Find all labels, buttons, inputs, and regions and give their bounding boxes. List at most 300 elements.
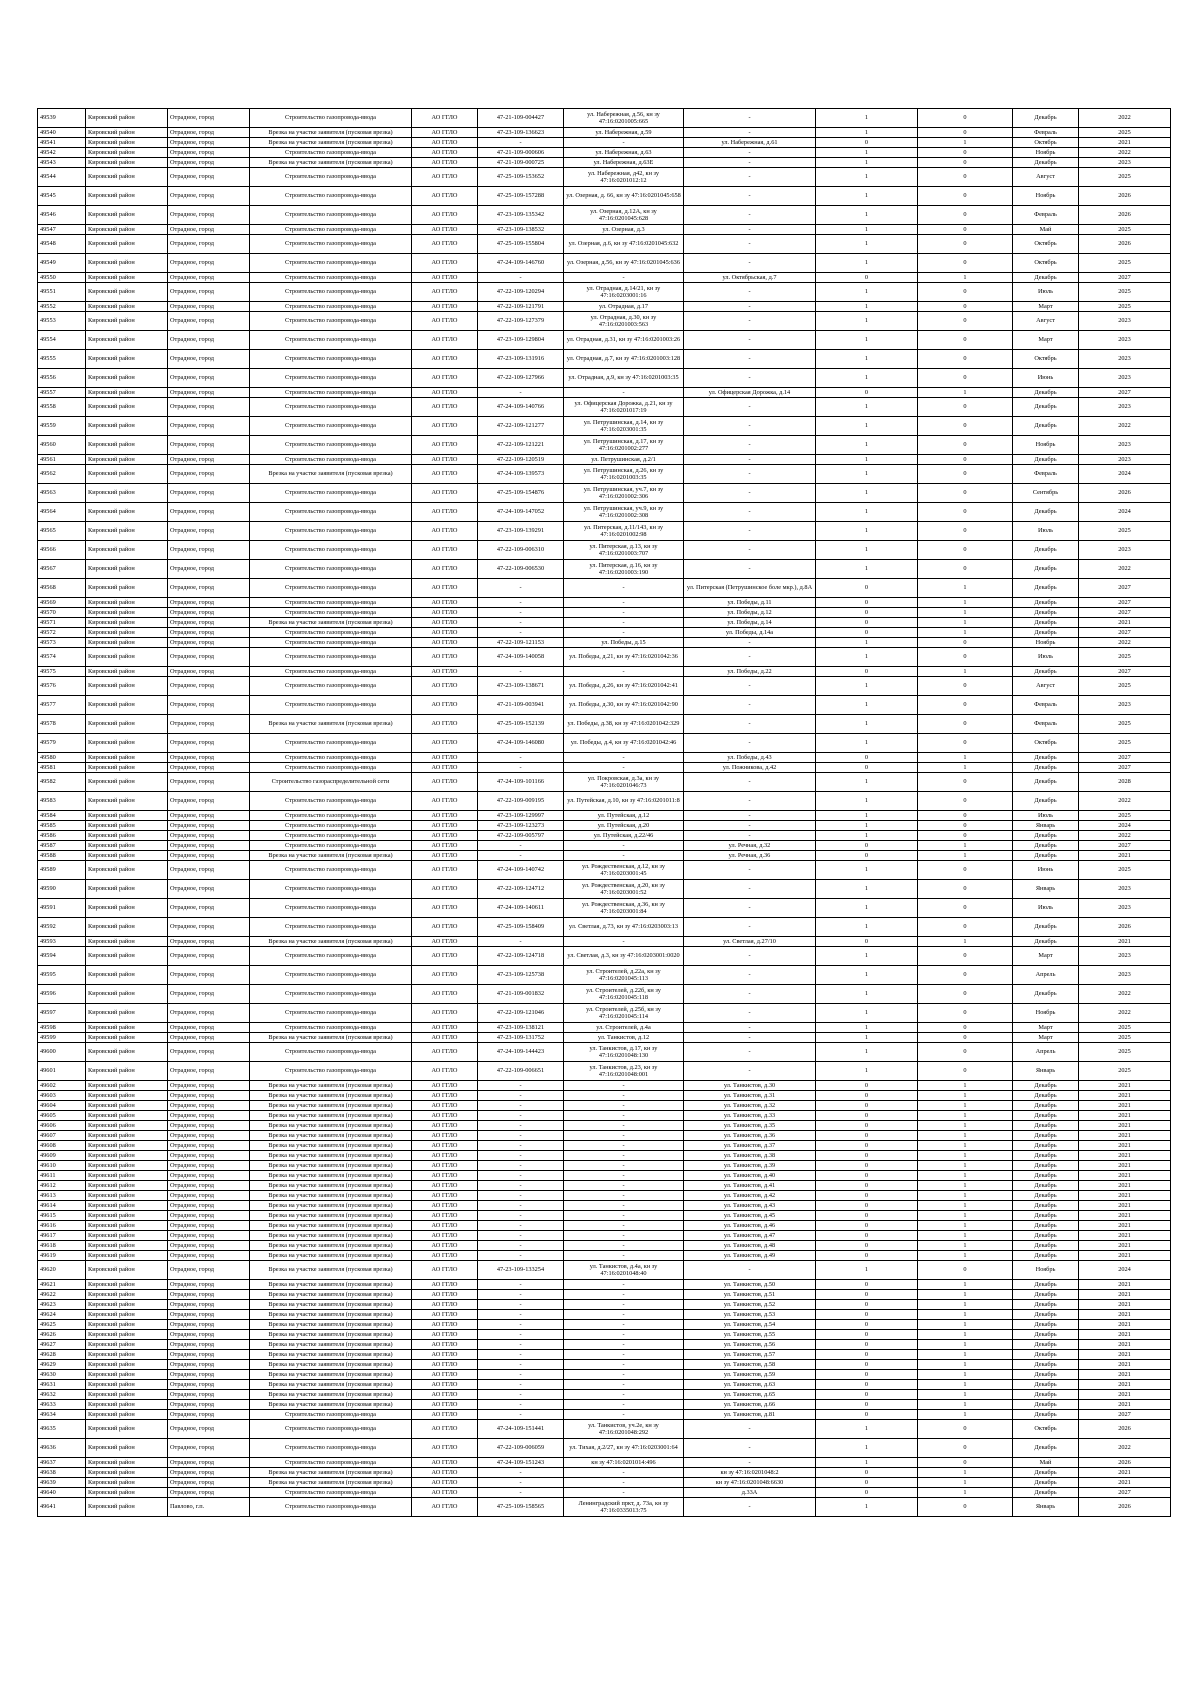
count-plan-cell: 1 [918,753,1013,763]
organization-cell: АО ГГЛО [412,1101,478,1111]
row-number-cell: 49585 [38,821,86,831]
row-number-cell: 49541 [38,138,86,148]
row-number-cell: 49561 [38,455,86,465]
locality-cell: Отрадное, город [168,598,250,608]
organization-cell: АО ГГЛО [412,937,478,947]
locality-cell: Отрадное, город [168,1370,250,1380]
contract-number-cell: - [478,1201,564,1211]
contract-number-cell: 47-23-109-125738 [478,966,564,985]
address-contract-cell: - [564,608,684,618]
row-number-cell: 49569 [38,598,86,608]
count-contract-cell: 1 [816,254,918,273]
month-cell: Февраль [1013,715,1079,734]
address-plan-cell: ул. Танкистов, д.43 [684,1201,816,1211]
year-cell: 2025 [1079,254,1171,273]
contract-number-cell: 47-25-109-157288 [478,187,564,206]
address-plan-cell: - [684,899,816,918]
month-cell: Декабрь [1013,1171,1079,1181]
count-plan-cell: 0 [918,821,1013,831]
district-cell: Кировский район [86,966,168,985]
table-row [38,947,1171,966]
address-plan-cell: - [684,187,816,206]
address-contract-cell: - [564,937,684,947]
month-cell: Декабрь [1013,1241,1079,1251]
year-cell: 2021 [1079,138,1171,148]
count-plan-cell: 0 [918,417,1013,436]
row-number-cell: 49589 [38,861,86,880]
table-row [38,1330,1171,1340]
address-contract-cell: - [564,1171,684,1181]
contract-number-cell: - [478,1141,564,1151]
contract-number-cell: - [478,1390,564,1400]
district-cell: Кировский район [86,1023,168,1033]
address-plan-cell: - [684,465,816,484]
address-plan-cell: - [684,1023,816,1033]
address-plan-cell: - [684,417,816,436]
organization-cell: АО ГГЛО [412,206,478,225]
contract-number-cell: 47-23-109-129997 [478,811,564,821]
contract-number-cell: 47-24-109-151243 [478,1458,564,1468]
count-plan-cell: 0 [918,187,1013,206]
count-contract-cell: 0 [816,579,918,598]
work-type-cell: Строительство газопровода-ввода [250,880,412,899]
work-type-cell: Строительство газопровода-ввода [250,1410,412,1420]
district-cell: Кировский район [86,861,168,880]
locality-cell: Отрадное, город [168,880,250,899]
count-contract-cell: 1 [816,715,918,734]
address-contract-cell: ул. Танкистов, уч.2е, кн зу 47:16:0201048:292 [564,1420,684,1439]
row-number-cell: 49630 [38,1370,86,1380]
month-cell: Декабрь [1013,1380,1079,1390]
count-plan-cell: 0 [918,696,1013,715]
year-cell: 2021 [1079,1300,1171,1310]
count-contract-cell: 1 [816,484,918,503]
work-type-cell: Врезка на участке заявителя (пусковая врезка) [250,1121,412,1131]
address-contract-cell: ул. Строителей, д.4а [564,1023,684,1033]
row-number-cell: 49558 [38,398,86,417]
table-row [38,541,1171,560]
year-cell: 2027 [1079,1488,1171,1498]
table-row [38,1033,1171,1043]
contract-number-cell: 47-24-109-140611 [478,899,564,918]
count-plan-cell: 0 [918,235,1013,254]
work-type-cell: Врезка на участке заявителя (пусковая врезка) [250,1111,412,1121]
count-contract-cell: 1 [816,168,918,187]
district-cell: Кировский район [86,206,168,225]
count-plan-cell: 0 [918,861,1013,880]
address-contract-cell: - [564,1400,684,1410]
count-plan-cell: 0 [918,677,1013,696]
table-row [38,388,1171,398]
year-cell: 2026 [1079,1458,1171,1468]
address-contract-cell: ул. Озерная, д.3 [564,225,684,235]
count-contract-cell: 0 [816,1231,918,1241]
row-number-cell: 49551 [38,283,86,302]
contract-number-cell: - [478,1330,564,1340]
district-cell: Кировский район [86,1400,168,1410]
address-plan-cell: ул. Октябрьская, д.7 [684,273,816,283]
year-cell: 2024 [1079,1261,1171,1280]
address-contract-cell: - [564,1111,684,1121]
address-plan-cell: - [684,677,816,696]
count-contract-cell: 0 [816,1400,918,1410]
work-type-cell: Врезка на участке заявителя (пусковая врезка) [250,1310,412,1320]
year-cell: 2021 [1079,1390,1171,1400]
contract-number-cell: - [478,1171,564,1181]
count-contract-cell: 0 [816,1251,918,1261]
table-row [38,841,1171,851]
month-cell: Март [1013,1033,1079,1043]
row-number-cell: 49631 [38,1380,86,1390]
table-row [38,1300,1171,1310]
address-plan-cell: ул. Танкистов, д.55 [684,1330,816,1340]
locality-cell: Отрадное, город [168,369,250,388]
row-number-cell: 49615 [38,1211,86,1221]
count-contract-cell: 0 [816,1101,918,1111]
work-type-cell: Врезка на участке заявителя (пусковая врезка) [250,1340,412,1350]
year-cell: 2021 [1079,1478,1171,1488]
organization-cell: АО ГГЛО [412,1033,478,1043]
organization-cell: АО ГГЛО [412,522,478,541]
locality-cell: Отрадное, город [168,254,250,273]
district-cell: Кировский район [86,937,168,947]
count-plan-cell: 0 [918,899,1013,918]
year-cell: 2021 [1079,618,1171,628]
table-body [38,109,1171,1517]
year-cell: 2025 [1079,225,1171,235]
year-cell: 2025 [1079,1043,1171,1062]
year-cell: 2022 [1079,831,1171,841]
address-plan-cell: ул. Победы, д.43 [684,753,816,763]
contract-number-cell: 47-22-109-005797 [478,831,564,841]
count-contract-cell: 1 [816,158,918,168]
work-type-cell: Строительство газопровода-ввода [250,1488,412,1498]
address-plan-cell: ул. Танкистов, д.54 [684,1320,816,1330]
address-plan-cell: ул. Танкистов, д.48 [684,1241,816,1251]
district-cell: Кировский район [86,648,168,667]
address-plan-cell: ул. Танкистов, д.42 [684,1191,816,1201]
organization-cell: АО ГГЛО [412,1191,478,1201]
district-cell: Кировский район [86,560,168,579]
table-row [38,1370,1171,1380]
table-row [38,225,1171,235]
count-plan-cell: 0 [918,350,1013,369]
locality-cell: Отрадное, город [168,918,250,937]
locality-cell: Отрадное, город [168,388,250,398]
count-plan-cell: 0 [918,312,1013,331]
organization-cell: АО ГГЛО [412,648,478,667]
month-cell: Июнь [1013,369,1079,388]
table-row [38,851,1171,861]
table-row [38,1181,1171,1191]
year-cell: 2021 [1079,1241,1171,1251]
work-type-cell: Строительство газопровода-ввода [250,436,412,455]
address-plan-cell: ул. Набережная, д.61 [684,138,816,148]
locality-cell: Отрадное, город [168,273,250,283]
address-contract-cell: Ленинградский пркт, д. 73а, кн зу 47:16:0335013:75 [564,1498,684,1517]
contract-number-cell: 47-21-109-001832 [478,985,564,1004]
work-type-cell: Врезка на участке заявителя (пусковая врезка) [250,158,412,168]
row-number-cell: 49549 [38,254,86,273]
month-cell: Декабрь [1013,918,1079,937]
organization-cell: АО ГГЛО [412,1498,478,1517]
year-cell: 2025 [1079,715,1171,734]
address-contract-cell: - [564,1081,684,1091]
contract-number-cell: - [478,1468,564,1478]
address-contract-cell: ул. Отрадная, д.14/21, кн зу 47:16:0203001:16 [564,283,684,302]
locality-cell: Отрадное, город [168,947,250,966]
locality-cell: Отрадное, город [168,618,250,628]
row-number-cell: 49620 [38,1261,86,1280]
address-plan-cell: ул. Танкистов, д.45 [684,1211,816,1221]
organization-cell: АО ГГЛО [412,841,478,851]
table-row [38,560,1171,579]
district-cell: Кировский район [86,1111,168,1121]
count-contract-cell: 0 [816,1111,918,1121]
organization-cell: АО ГГЛО [412,696,478,715]
row-number-cell: 49578 [38,715,86,734]
address-plan-cell: - [684,966,816,985]
work-type-cell: Строительство газопровода-ввода [250,1458,412,1468]
address-contract-cell: ул. Танкистов, д.4а, кн зу 47:16:0201048:40 [564,1261,684,1280]
contract-number-cell: 47-22-109-006059 [478,1439,564,1458]
district-cell: Кировский район [86,773,168,792]
count-contract-cell: 1 [816,206,918,225]
month-cell: Декабрь [1013,753,1079,763]
table-row [38,417,1171,436]
contract-number-cell: 47-22-109-120294 [478,283,564,302]
year-cell: 2025 [1079,128,1171,138]
address-plan-cell: - [684,350,816,369]
count-contract-cell: 0 [816,1410,918,1420]
locality-cell: Отрадное, город [168,128,250,138]
work-type-cell: Врезка на участке заявителя (пусковая врезка) [250,1370,412,1380]
table-row [38,109,1171,128]
contract-number-cell: - [478,841,564,851]
work-type-cell: Врезка на участке заявителя (пусковая врезка) [250,1191,412,1201]
address-plan-cell: - [684,522,816,541]
address-plan-cell: ул. Танкистов, д.40 [684,1171,816,1181]
address-plan-cell: - [684,436,816,455]
contract-number-cell: - [478,1151,564,1161]
count-plan-cell: 1 [918,841,1013,851]
organization-cell: АО ГГЛО [412,168,478,187]
contract-number-cell: - [478,1290,564,1300]
address-plan-cell: - [684,128,816,138]
month-cell: Июль [1013,811,1079,821]
organization-cell: АО ГГЛО [412,753,478,763]
organization-cell: АО ГГЛО [412,966,478,985]
organization-cell: АО ГГЛО [412,503,478,522]
table-row [38,1043,1171,1062]
district-cell: Кировский район [86,398,168,417]
address-plan-cell: - [684,206,816,225]
contract-number-cell: - [478,1111,564,1121]
contract-number-cell: - [478,1161,564,1171]
year-cell: 2028 [1079,773,1171,792]
organization-cell: АО ГГЛО [412,763,478,773]
table-row [38,522,1171,541]
table-row [38,763,1171,773]
locality-cell: Отрадное, город [168,899,250,918]
month-cell: Декабрь [1013,608,1079,618]
locality-cell: Отрадное, город [168,168,250,187]
table-row [38,638,1171,648]
count-contract-cell: 1 [816,503,918,522]
month-cell: Декабрь [1013,851,1079,861]
address-contract-cell: - [564,1280,684,1290]
month-cell: Декабрь [1013,1300,1079,1310]
contract-number-cell: - [478,1360,564,1370]
count-plan-cell: 0 [918,302,1013,312]
address-contract-cell: ул. Питерская, д.13, кн зу 47:16:0201003:707 [564,541,684,560]
address-plan-cell: д.33А [684,1488,816,1498]
row-number-cell: 49560 [38,436,86,455]
work-type-cell: Врезка на участке заявителя (пусковая врезка) [250,1161,412,1171]
count-plan-cell: 0 [918,254,1013,273]
locality-cell: Отрадное, город [168,148,250,158]
count-contract-cell: 0 [816,1201,918,1211]
count-contract-cell: 1 [816,417,918,436]
row-number-cell: 49564 [38,503,86,522]
district-cell: Кировский район [86,1439,168,1458]
count-plan-cell: 1 [918,1151,1013,1161]
district-cell: Кировский район [86,1330,168,1340]
month-cell: Декабрь [1013,1141,1079,1151]
table-row [38,1131,1171,1141]
year-cell: 2021 [1079,1231,1171,1241]
contract-number-cell: - [478,618,564,628]
row-number-cell: 49618 [38,1241,86,1251]
organization-cell: АО ГГЛО [412,1340,478,1350]
address-plan-cell: - [684,158,816,168]
row-number-cell: 49591 [38,899,86,918]
month-cell: Февраль [1013,696,1079,715]
month-cell: Декабрь [1013,273,1079,283]
count-contract-cell: 0 [816,1380,918,1390]
month-cell: Декабрь [1013,1151,1079,1161]
contract-number-cell: - [478,1191,564,1201]
address-contract-cell: - [564,667,684,677]
address-contract-cell: ул. Озерная, д.12А, кн зу 47:16:0201045:628 [564,206,684,225]
table-row [38,811,1171,821]
year-cell: 2027 [1079,628,1171,638]
table-row [38,455,1171,465]
count-contract-cell: 1 [816,398,918,417]
district-cell: Кировский район [86,484,168,503]
table-row [38,1350,1171,1360]
district-cell: Кировский район [86,273,168,283]
address-plan-cell: - [684,1420,816,1439]
work-type-cell: Врезка на участке заявителя (пусковая врезка) [250,715,412,734]
contract-number-cell: - [478,1221,564,1231]
address-contract-cell: ул. Офицерская Дорожка, д.21, кн зу 47:16:0201017:19 [564,398,684,417]
table-row [38,1420,1171,1439]
locality-cell: Отрадное, город [168,773,250,792]
count-plan-cell: 0 [918,1023,1013,1033]
district-cell: Кировский район [86,811,168,821]
address-plan-cell: - [684,168,816,187]
contract-number-cell: 47-22-109-127379 [478,312,564,331]
year-cell: 2021 [1079,1380,1171,1390]
count-plan-cell: 1 [918,1350,1013,1360]
month-cell: Январь [1013,1498,1079,1517]
table-row [38,1221,1171,1231]
table-row [38,436,1171,455]
address-contract-cell: ул. Петрушинская, д.14, кн зу 47:16:0203001:35 [564,417,684,436]
count-plan-cell: 0 [918,985,1013,1004]
count-contract-cell: 1 [816,861,918,880]
year-cell: 2023 [1079,331,1171,350]
locality-cell: Отрадное, город [168,1131,250,1141]
locality-cell: Отрадное, город [168,302,250,312]
locality-cell: Отрадное, город [168,1171,250,1181]
work-type-cell: Строительство газопровода-ввода [250,598,412,608]
year-cell: 2021 [1079,1290,1171,1300]
address-plan-cell: - [684,312,816,331]
contract-number-cell: 47-24-109-151441 [478,1420,564,1439]
work-type-cell: Врезка на участке заявителя (пусковая врезка) [250,1320,412,1330]
address-plan-cell: - [684,1004,816,1023]
table-row [38,861,1171,880]
table-row [38,331,1171,350]
organization-cell: АО ГГЛО [412,1131,478,1141]
contract-number-cell: - [478,1300,564,1310]
month-cell: Декабрь [1013,1410,1079,1420]
locality-cell: Отрадное, город [168,861,250,880]
month-cell: Декабрь [1013,503,1079,522]
work-type-cell: Строительство газопровода-ввода [250,899,412,918]
contract-number-cell: 47-24-109-101166 [478,773,564,792]
contract-number-cell: 47-25-109-152139 [478,715,564,734]
contract-number-cell: - [478,1310,564,1320]
count-plan-cell: 0 [918,465,1013,484]
locality-cell: Отрадное, город [168,1478,250,1488]
organization-cell: АО ГГЛО [412,1468,478,1478]
count-plan-cell: 1 [918,598,1013,608]
work-type-cell: Врезка на участке заявителя (пусковая врезка) [250,1400,412,1410]
organization-cell: АО ГГЛО [412,821,478,831]
address-contract-cell: ул. Озерная, д. 66, кн зу 47:16:0201045:658 [564,187,684,206]
locality-cell: Отрадное, город [168,465,250,484]
row-number-cell: 49623 [38,1300,86,1310]
address-contract-cell: - [564,1488,684,1498]
table-row [38,1380,1171,1390]
count-plan-cell: 0 [918,831,1013,841]
count-plan-cell: 0 [918,1261,1013,1280]
row-number-cell: 49619 [38,1251,86,1261]
organization-cell: АО ГГЛО [412,455,478,465]
work-type-cell: Строительство газопровода-ввода [250,638,412,648]
district-cell: Кировский район [86,763,168,773]
address-plan-cell: ул. Танкистов, д.37 [684,1141,816,1151]
organization-cell: АО ГГЛО [412,235,478,254]
count-plan-cell: 1 [918,667,1013,677]
year-cell: 2021 [1079,1101,1171,1111]
row-number-cell: 49539 [38,109,86,128]
count-plan-cell: 1 [918,579,1013,598]
address-plan-cell: - [684,811,816,821]
work-type-cell: Врезка на участке заявителя (пусковая врезка) [250,138,412,148]
work-type-cell: Строительство газопровода-ввода [250,283,412,302]
year-cell: 2021 [1079,1161,1171,1171]
count-plan-cell: 0 [918,168,1013,187]
district-cell: Кировский район [86,753,168,763]
month-cell: Декабрь [1013,1101,1079,1111]
contract-number-cell: 47-24-109-146760 [478,254,564,273]
work-type-cell: Строительство газопровода-ввода [250,369,412,388]
locality-cell: Отрадное, город [168,522,250,541]
